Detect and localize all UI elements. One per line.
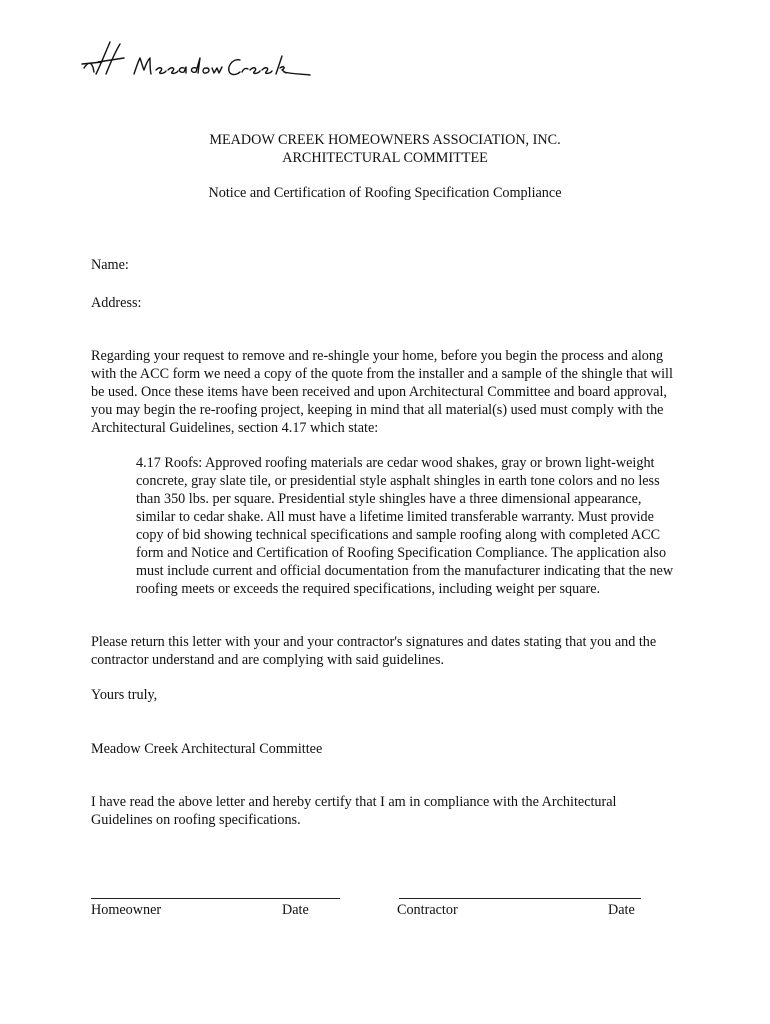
address-field-label: Address: [91,295,142,311]
homeowner-label: Homeowner [91,902,162,918]
homeowner-signature-line [91,898,340,899]
document-subject: Notice and Certification of Roofing Specification Compliance [208,185,562,201]
guideline-quote: 4.17 Roofs: Approved roofing materials are cedar wood shakes, gray or brown light-weight concrete, gray slate tile, or presidential style asphalt shingles in earth tone colors and no less than 350 lbs. per square. Presidential style shingles have a three dimensional appearance, similar to cedar shake. All must have a lifetime limited transferable warranty. Must provide copy of bid showing technical specifications and sample roofing along with completed ACC form and Notice and Certification of Roofing Specification Compliance. The application also must include current and official documentation from the manufacturer indicating that the new roofing meets or exceeds the required specifications, including weight per square. [136,455,674,597]
meadow-creek-signature-logo [80,38,312,86]
closing-line: Yours truly, [91,687,158,703]
organization-name: MEADOW CREEK HOMEOWNERS ASSOCIATION, INC. [209,132,561,148]
return-instructions-paragraph: Please return this letter with your and your contractor's signatures and dates stating that you and the contractor understand and are complying with said guidelines. [91,634,657,668]
contractor-signature-line [399,898,641,899]
homeowner-date-label: Date [282,902,309,918]
certification-paragraph: I have read the above letter and hereby certify that I am in compliance with the Architectural Guidelines on roofing specifications. [91,794,617,828]
contractor-date-label: Date [608,902,635,918]
committee-name: ARCHITECTURAL COMMITTEE [282,150,488,166]
intro-paragraph: Regarding your request to remove and re-shingle your home, before you begin the process and along with the ACC form we need a copy of the quote from the installer and a sample of the shingle that will be used. Once these items have been received and upon Architectural Committee and board approval, you may begin the re-roofing project, keeping in mind that all material(s) used must comply with the Architectural Guidelines, section 4.17 which state: [91,348,673,436]
contractor-label: Contractor [397,902,458,918]
name-field-label: Name: [91,257,129,273]
signoff-committee: Meadow Creek Architectural Committee [91,741,323,757]
